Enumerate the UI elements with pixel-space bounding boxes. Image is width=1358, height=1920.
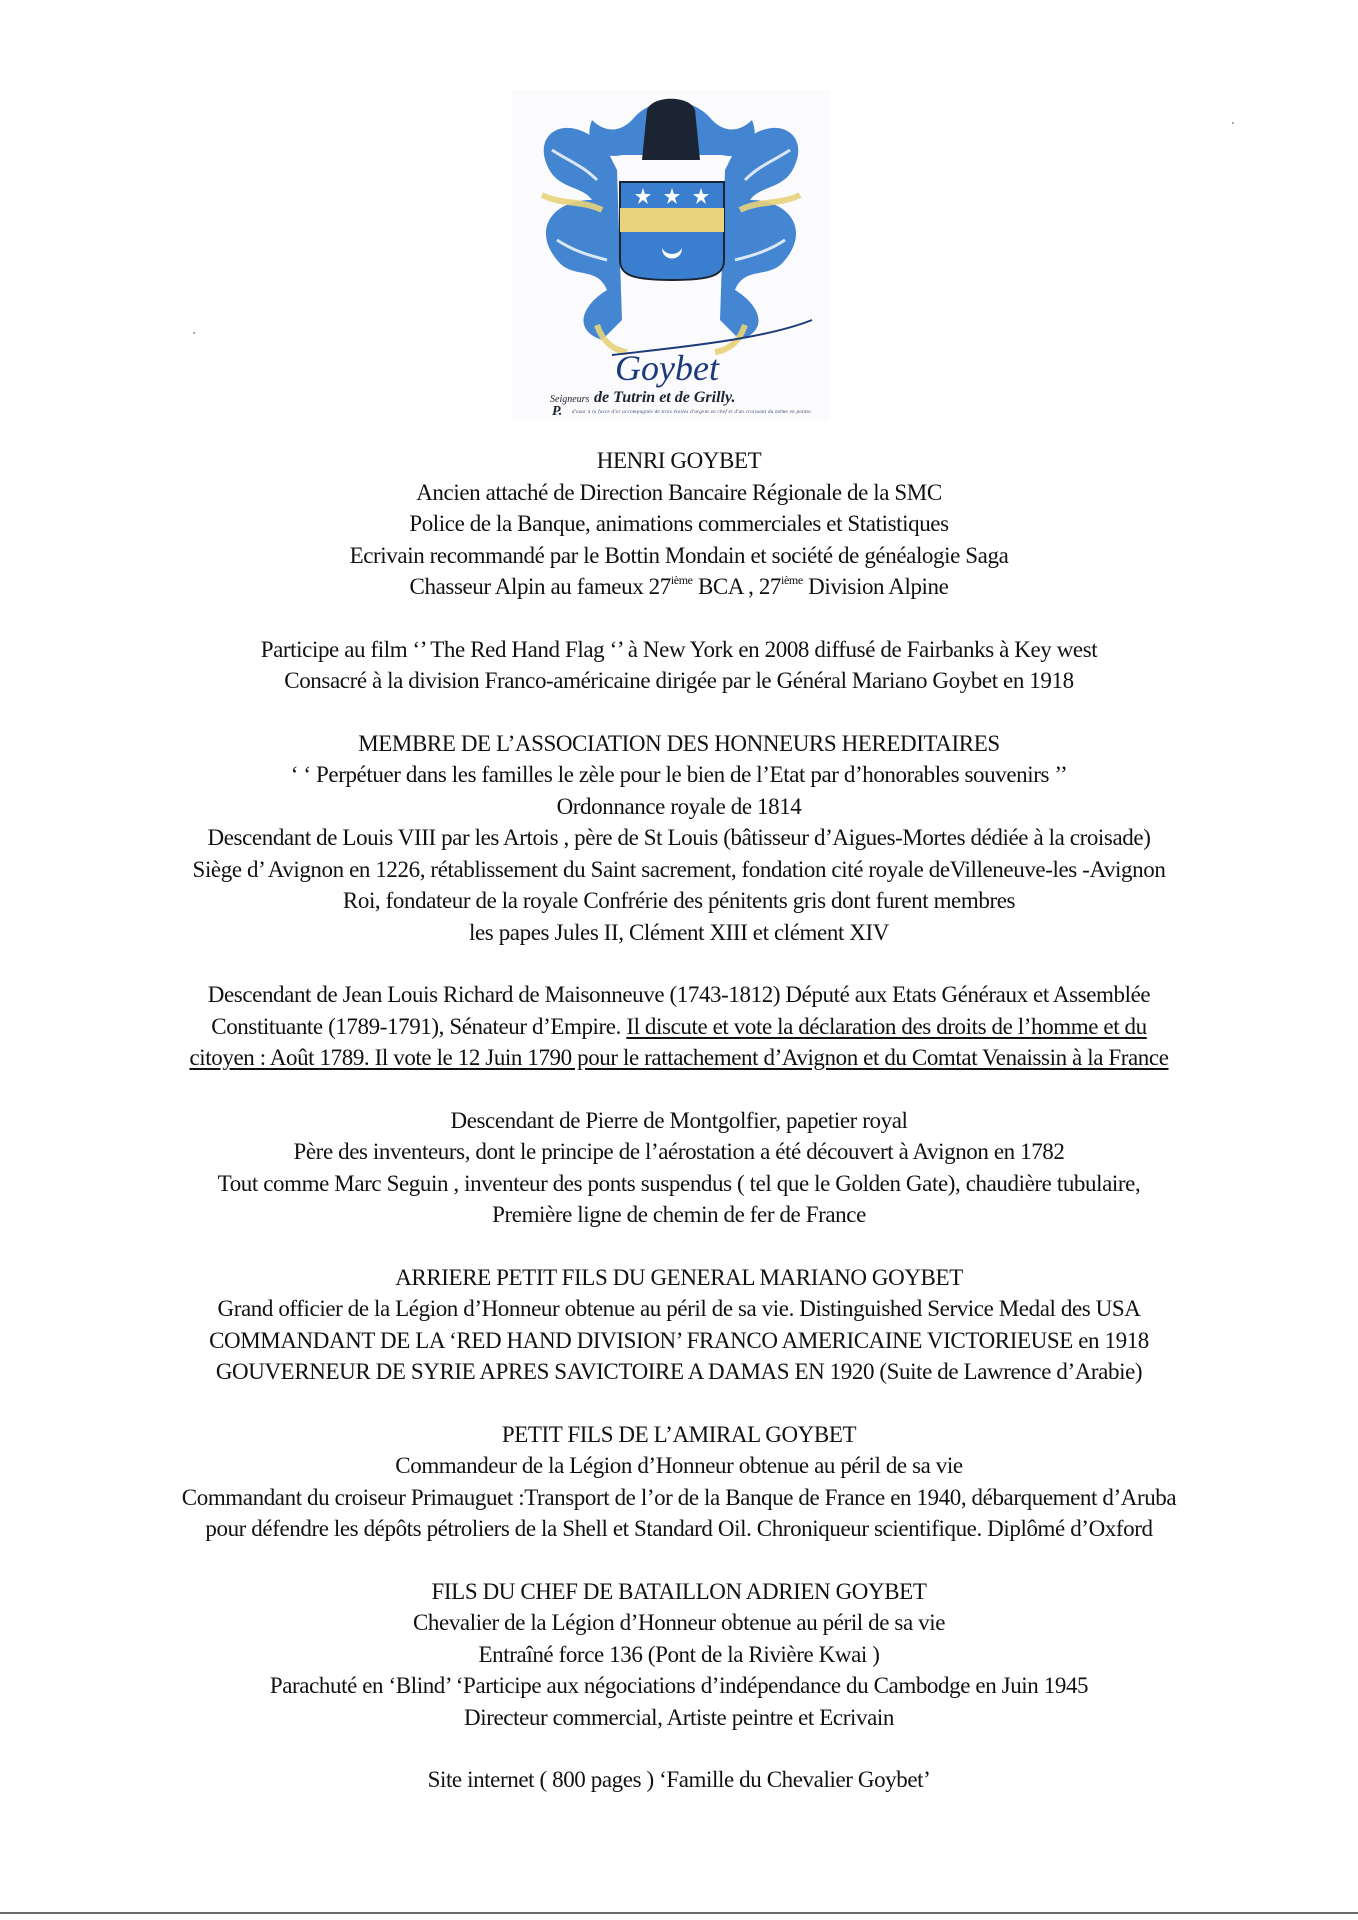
- chef-line: Chevalier de la Légion d’Honneur obtenue au péril de sa vie: [412, 1610, 946, 1635]
- maisonneuve-underlined-text: Il discute et vote la déclaration des droits de l’homme et du: [626, 1013, 1147, 1039]
- general-line: GOUVERNEUR DE SYRIE APRES SAVICTOIRE A DAMAS EN 1920 (Suite de Lawrence d’Arabie): [215, 1359, 1143, 1384]
- amiral-title: PETIT FILS DE L’AMIRAL GOYBET: [501, 1421, 857, 1447]
- header-line: Ecrivain recommandé par le Bottin Mondain et société de généalogie Saga: [349, 542, 1009, 568]
- alpine-line: [0, 571, 1358, 603]
- ordinal-superscript: ième: [781, 573, 803, 587]
- scan-edge-line: [0, 1912, 1358, 1914]
- montgolfier-line: Première ligne de chemin de fer de France: [492, 1202, 866, 1227]
- general-line: COMMANDANT DE LA ‘RED HAND DIVISION’ FRANCO AMERICAINE VICTORIEUSE en 1918: [209, 1327, 1149, 1353]
- amiral-line: pour défendre les dépôts pétroliers de la Shell et Standard Oil. Chroniqueur scientifique. Diplômé d’Oxford: [205, 1516, 1153, 1541]
- ordinal-superscript: ième: [670, 573, 693, 587]
- coat-of-arms-image: [512, 90, 830, 420]
- montgolfier-line: Tout comme Marc Seguin , inventeur des ponts suspendus ( tel que le Golden Gate), chaudière tubulaire,: [217, 1170, 1141, 1196]
- maisonneuve-plain-text: Constituante (1789-1791), Sénateur d’Empire.: [211, 1013, 627, 1039]
- general-section: [0, 1262, 1358, 1388]
- amiral-section: [0, 1419, 1358, 1545]
- alpine-mid: BCA , 27: [692, 574, 782, 599]
- footer-section: [0, 1764, 1358, 1796]
- alpine-prefix: Chasseur Alpin au fameux 27: [409, 574, 671, 599]
- maisonneuve-line: Descendant de Jean Louis Richard de Maisonneuve (1743-1812) Député aux Etats Généraux et Assemblée: [207, 982, 1151, 1007]
- header-section: [0, 445, 1358, 603]
- general-line: Grand officier de la Légion d’Honneur obtenue au péril de sa vie. Distinguished Service Medal des USA: [217, 1296, 1141, 1321]
- film-line: Consacré à la division Franco-américaine dirigée par le Général Mariano Goybet en 1918: [284, 668, 1074, 693]
- crest-blazon-text: d'azur à la fasce d'or accompagnée de trois étoiles d'argent en chef et d'un croissant du même en pointe.: [572, 410, 812, 415]
- film-section: [0, 634, 1358, 697]
- chef-line: Parachuté en ‘Blind’ ‘Participe aux négociations d’indépendance du Cambodge en Juin 1945: [269, 1673, 1089, 1698]
- association-title: MEMBRE DE L’ASSOCIATION DES HONNEURS HEREDITAIRES: [358, 730, 1000, 756]
- montgolfier-section: [0, 1105, 1358, 1231]
- chef-title: FILS DU CHEF DE BATAILLON ADRIEN GOYBET: [431, 1578, 927, 1604]
- crest-seigneurs-prefix: Seigneurs: [550, 394, 590, 405]
- association-section: [0, 728, 1358, 949]
- association-line: ‘ ‘ Perpétuer dans les familles le zèle pour le bien de l’Etat par d’honorables souvenirs ’’: [290, 762, 1068, 787]
- website-line: Site internet ( 800 pages ) ‘Famille du Chevalier Goybet’: [427, 1767, 931, 1792]
- header-line: Ancien attaché de Direction Bancaire Régionale de la SMC: [416, 479, 942, 505]
- crest-seigneurs-line: de Tutrin et de Grilly.: [594, 389, 736, 406]
- maisonneuve-line: [0, 1011, 1358, 1043]
- coat-of-arms-icon: [512, 90, 830, 420]
- association-line: Descendant de Louis VIII par les Artois , père de St Louis (bâtisseur d’Aigues-Mortes dédiée à la croisade): [207, 825, 1151, 850]
- association-line: les papes Jules II, Clément XIII et clément XIV: [469, 919, 889, 945]
- header-line: Police de la Banque, animations commerciales et Statistiques: [409, 511, 949, 536]
- amiral-line: Commandeur de la Légion d’Honneur obtenue au péril de sa vie: [395, 1453, 963, 1478]
- crest-family-name: Goybet: [615, 348, 719, 388]
- scan-speck: [193, 332, 195, 334]
- chef-line: Directeur commercial, Artiste peintre et Ecrivain: [464, 1704, 894, 1730]
- maisonneuve-section: [0, 979, 1358, 1074]
- association-line: Siège d’ Avignon en 1226, rétablissement du Saint sacrement, fondation cité royale deVilleneuve-les -Avignon: [192, 856, 1166, 882]
- scan-speck: [1232, 122, 1234, 124]
- document-body: [0, 445, 1358, 1827]
- chef-line: Entraîné force 136 (Pont de la Rivière Kwai ): [478, 1641, 880, 1667]
- amiral-line: Commandant du croiseur Primauguet :Transport de l’or de la Banque de France en 1940, débarquement d’Aruba: [181, 1484, 1177, 1510]
- association-line: Ordonnance royale de 1814: [556, 793, 802, 819]
- general-title: ARRIERE PETIT FILS DU GENERAL MARIANO GOYBET: [395, 1264, 963, 1290]
- chef-section: [0, 1576, 1358, 1734]
- person-name: HENRI GOYBET: [596, 448, 762, 473]
- montgolfier-line: Père des inventeurs, dont le principe de l’aérostation a été découvert à Avignon en 1782: [293, 1139, 1065, 1164]
- montgolfier-line: Descendant de Pierre de Montgolfier, papetier royal: [450, 1107, 908, 1133]
- association-line: Roi, fondateur de la royale Confrérie des pénitents gris dont furent membres: [342, 888, 1016, 913]
- alpine-suffix: Division Alpine: [802, 574, 949, 599]
- film-line: Participe au film ‘’ The Red Hand Flag ‘’ à New York en 2008 diffusé de Fairbanks à Key west: [260, 636, 1098, 662]
- maisonneuve-underlined-line: citoyen : Août 1789. Il vote le 12 Juin 1790 pour le rattachement d’Avignon et du Comtat Venaissin à la France: [189, 1045, 1169, 1070]
- crest-blazon-initial: P.: [552, 404, 563, 419]
